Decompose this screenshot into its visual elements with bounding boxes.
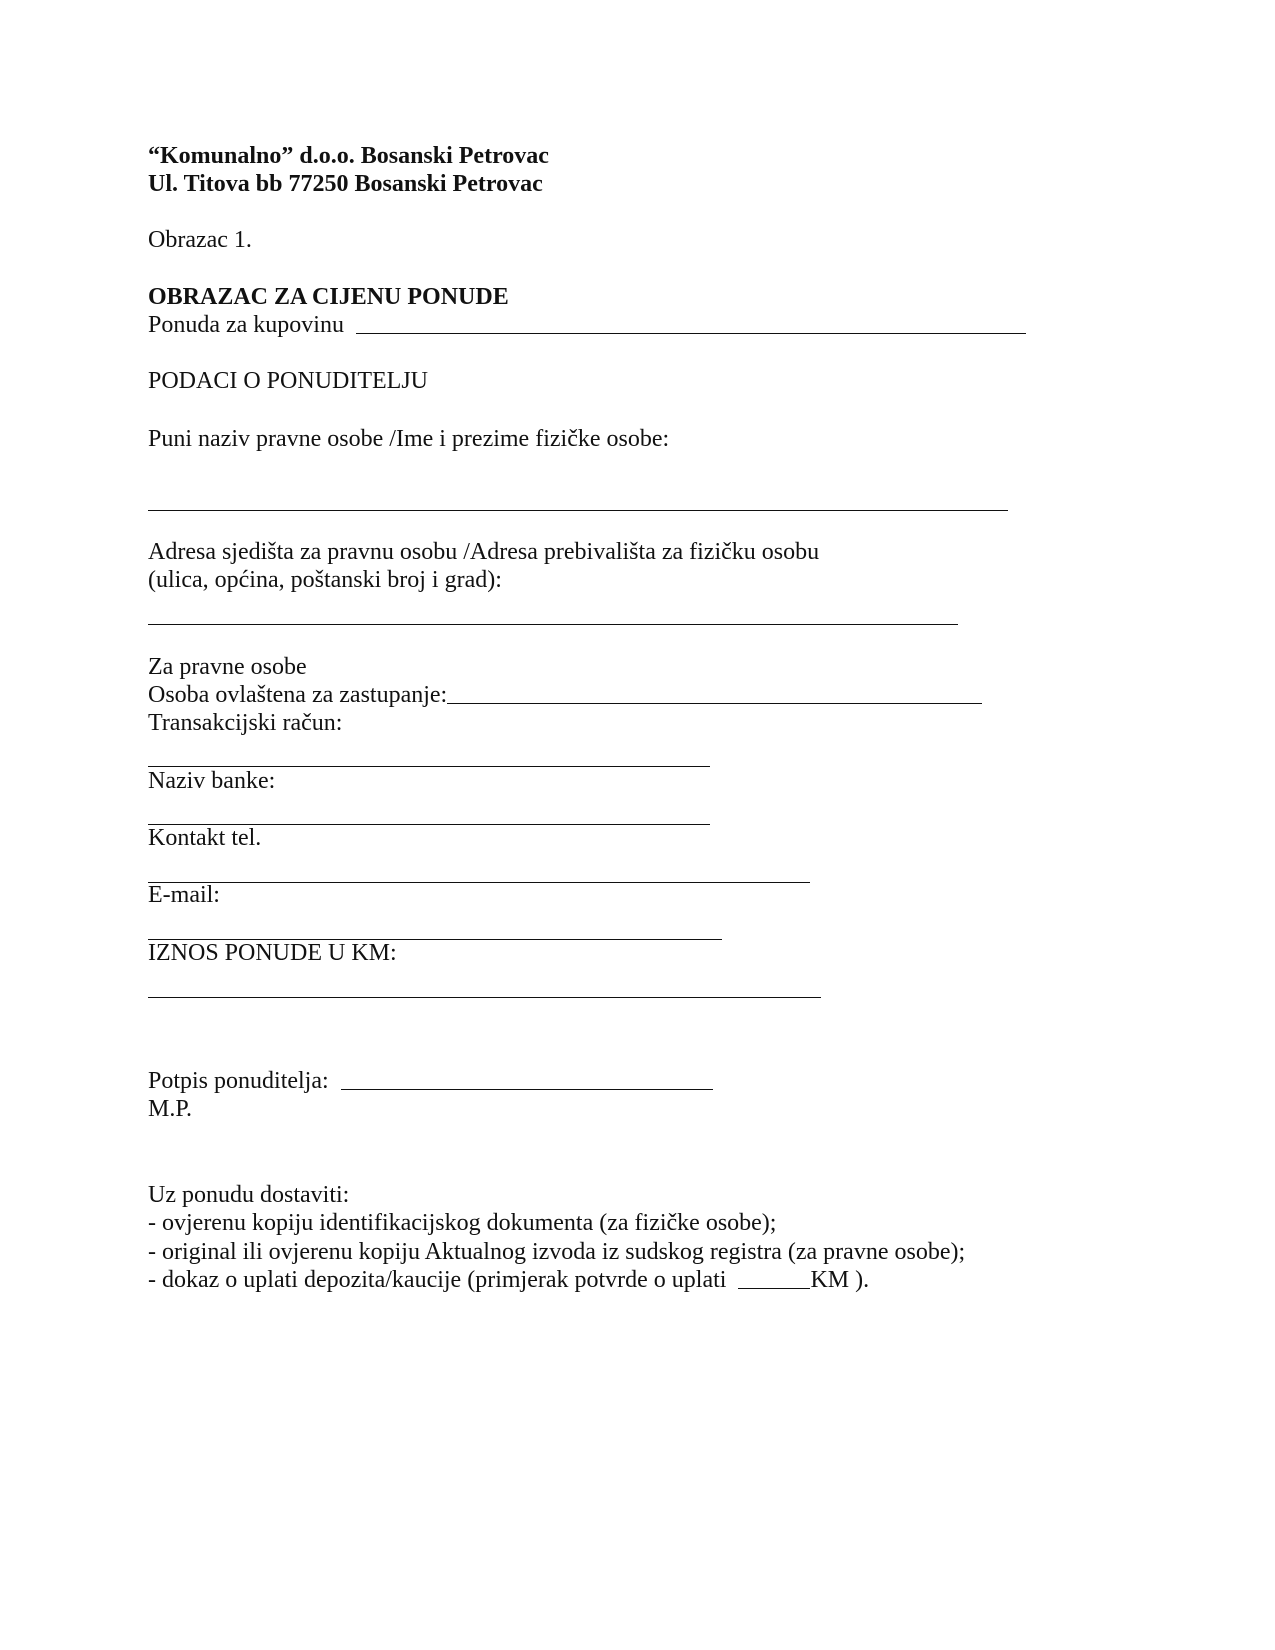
deposit-prefix: - dokaz o uplati depozita/kaucije (primjerak potvrde o uplati: [148, 1267, 727, 1293]
contact-phone-field[interactable]: [148, 882, 810, 883]
deposit-suffix: KM ).: [810, 1267, 870, 1293]
offer-amount-label: IZNOS PONUDE U KM:: [148, 940, 397, 966]
attachment-item: - ovjerenu kopiju identifikacijskog dokumenta (za fizičke osobe);: [148, 1210, 777, 1236]
form-title: OBRAZAC ZA CIJENU PONUDE: [148, 284, 509, 310]
purchase-label: Ponuda za kupovinu: [148, 312, 344, 338]
section-title: PODACI O PONUDITELJU: [148, 368, 428, 394]
signature-line: [148, 1067, 713, 1095]
full-name-label: Puni naziv pravne osobe /Ime i prezime fizičke osobe:: [148, 426, 670, 452]
stamp-label: M.P.: [148, 1096, 193, 1122]
address-label-line1: Adresa sjedišta za pravnu osobu /Adresa prebivališta za fizičku osobu: [148, 539, 820, 565]
attachment-item: - original ili ovjerenu kopiju Aktualnog izvoda iz sudskog registra (za pravne osobe);: [148, 1239, 966, 1265]
full-name-field[interactable]: [148, 510, 1008, 511]
bank-name-label: Naziv banke:: [148, 768, 276, 794]
address-label-line2: (ulica, općina, poštanski broj i grad):: [148, 567, 502, 593]
deposit-amount-field[interactable]: [738, 1288, 810, 1289]
contact-phone-label: Kontakt tel.: [148, 825, 262, 851]
offer-amount-field[interactable]: [148, 997, 821, 998]
transaction-account-label: Transakcijski račun:: [148, 710, 343, 736]
legal-entities-label: Za pravne osobe: [148, 654, 307, 680]
authorized-person-field[interactable]: [447, 703, 982, 704]
signature-label: Potpis ponuditelja:: [148, 1068, 329, 1094]
signature-field[interactable]: [341, 1089, 713, 1090]
company-address: Ul. Titova bb 77250 Bosanski Petrovac: [148, 171, 543, 197]
company-name: “Komunalno” d.o.o. Bosanski Petrovac: [148, 143, 549, 169]
email-label: E-mail:: [148, 882, 220, 908]
authorized-person-label: Osoba ovlaštena za zastupanje:: [148, 682, 448, 708]
address-field[interactable]: [148, 624, 958, 625]
deposit-line: [148, 1266, 869, 1294]
authorized-person-line: [148, 681, 982, 709]
purchase-field[interactable]: [356, 333, 1026, 334]
attachments-intro: Uz ponudu dostaviti:: [148, 1182, 350, 1208]
purchase-line: [148, 311, 1026, 339]
form-number: Obrazac 1.: [148, 227, 252, 253]
